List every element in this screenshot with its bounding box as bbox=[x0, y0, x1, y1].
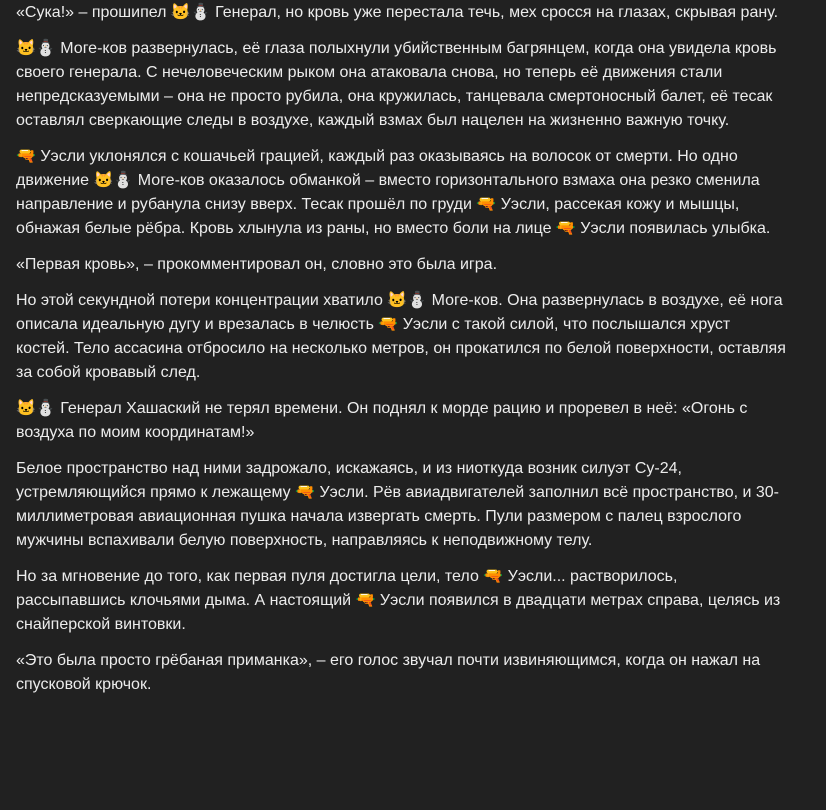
message-text bbox=[16, 0, 786, 709]
paragraph: Но за мгновение до того, как первая пуля достигла цели, тело 🔫 Уэсли... растворилось, рассыпавшись клочьями дыма. А настоящий 🔫 Уэсли появился в двадцати метрах справа, целясь из снайперской винтовки. bbox=[16, 568, 781, 633]
paragraph: 🐱⛄ Генерал Хашаский не терял времени. Он поднял к морде рацию и проревел в неё: «Огонь с воздуха по моим координатам!» bbox=[16, 400, 748, 441]
paragraph: Белое пространство над ними задрожало, искажаясь, и из ниоткуда возник силуэт Су-24, устремляющийся прямо к лежащему 🔫 Уэсли. Рёв авиадвигателей заполнил всё пространство, и 30-миллиметровая авиационная пушка начала извергать смерть. Пули размером с палец взрослого мужчины вспахивали белую поверхность, направляясь к неподвижному телу. bbox=[16, 460, 780, 549]
paragraph: «Это была просто грёбаная приманка», – его голос звучал почти извиняющимся, когда он нажал на спусковой крючок. bbox=[16, 652, 761, 693]
paragraph: 🐱⛄ Моге-ков развернулась, её глаза полыхнули убийственным багрянцем, когда она увидела кровь своего генерала. С нечеловеческим рыком она атаковала снова, но теперь её движения стали непредсказуемыми – она не просто рубила, она кружилась, танцевала смертоносный балет, её тесак оставлял сверкающие следы в воздухе, каждый взмах был нацелен на жизненно важную точку. bbox=[16, 40, 777, 129]
paragraph: «Первая кровь», – прокомментировал он, словно это была игра. bbox=[16, 256, 498, 273]
paragraph: Но этой секундной потери концентрации хватило 🐱⛄ Моге-ков. Она развернулась в воздухе, её нога описала идеальную дугу и врезалась в челюсть 🔫 Уэсли с такой силой, что послышался хруст костей. Тело ассасина отбросило на несколько метров, он прокатился по белой поверхности, оставляя за собой кровавый след. bbox=[16, 292, 786, 381]
paragraph: 🔫 Уэсли уклонялся с кошачьей грацией, каждый раз оказываясь на волосок от смерти. Но одно движение 🐱⛄ Моге-ков оказалось обманкой – вместо горизонтального взмаха она резко сменила направление и рубанула снизу вверх. Тесак прошёл по груди 🔫 Уэсли, рассекая кожу и мышцы, обнажая белые рёбра. Кровь хлынула из раны, но вместо боли на лице 🔫 Уэсли появилась улыбка. bbox=[16, 148, 771, 237]
paragraph: «Сука!» – прошипел 🐱⛄ Генерал, но кровь уже перестала течь, мех сросся на глазах, скрывая рану. bbox=[16, 4, 779, 21]
